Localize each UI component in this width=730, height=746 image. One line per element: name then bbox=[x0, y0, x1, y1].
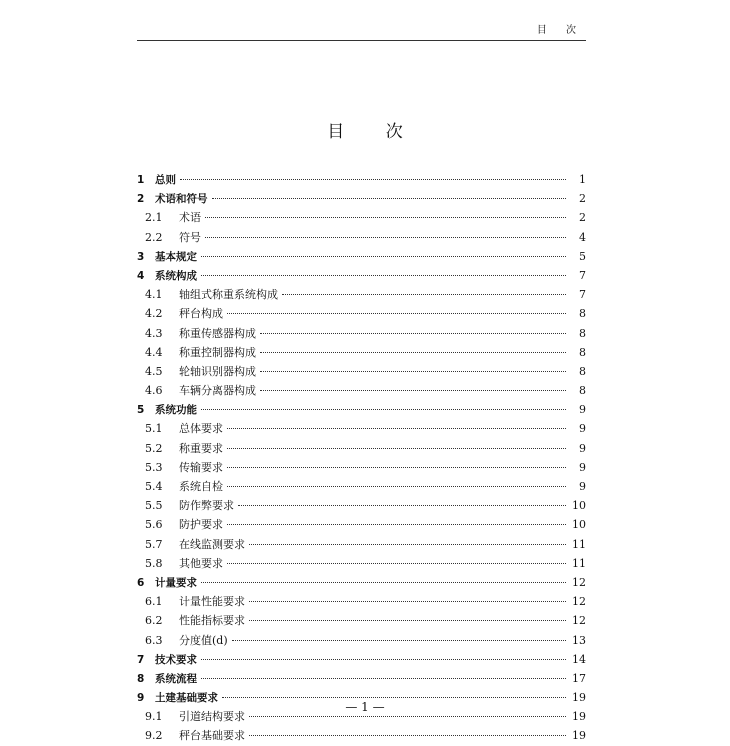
toc-entry-number: 5.1 bbox=[145, 422, 163, 436]
toc-entry-number: 9 bbox=[137, 692, 145, 705]
dot-leader bbox=[212, 198, 567, 199]
toc-entry-label: 防护要求 bbox=[179, 518, 223, 532]
toc-entry-page: 19 bbox=[572, 691, 586, 705]
toc-entry-label: 土建基础要求 bbox=[155, 692, 218, 705]
toc-entry-page: 8 bbox=[579, 345, 586, 359]
toc-entry-label: 计量性能要求 bbox=[179, 595, 245, 609]
dot-leader bbox=[227, 448, 566, 449]
dot-leader bbox=[227, 563, 566, 564]
toc-entry bbox=[137, 631, 586, 650]
toc-entry-number: 7 bbox=[137, 653, 145, 666]
toc-entry bbox=[137, 247, 586, 266]
toc-entry-page: 12 bbox=[572, 595, 586, 609]
dot-leader bbox=[205, 237, 566, 238]
toc-entry bbox=[137, 228, 586, 247]
toc-entry bbox=[137, 726, 586, 745]
toc-entry-number: 4.2 bbox=[145, 307, 163, 321]
dot-leader bbox=[260, 371, 566, 372]
toc-entry-label: 总则 bbox=[155, 174, 176, 186]
toc-entry-label: 系统功能 bbox=[155, 404, 197, 417]
dot-leader bbox=[260, 333, 566, 334]
toc-entry bbox=[137, 439, 586, 458]
toc-entry-number: 3 bbox=[137, 250, 145, 263]
toc-entry bbox=[137, 611, 586, 630]
toc-entry-page: 9 bbox=[579, 460, 586, 474]
dot-leader bbox=[227, 428, 566, 429]
toc-entry-page: 9 bbox=[579, 403, 586, 417]
toc-entry-page: 5 bbox=[579, 249, 586, 263]
toc-entry-label: 秤台构成 bbox=[179, 307, 223, 321]
dot-leader bbox=[201, 678, 566, 679]
toc-entry-number: 5.2 bbox=[145, 441, 163, 455]
toc-entry bbox=[137, 266, 586, 285]
dot-leader bbox=[249, 601, 566, 602]
toc-entry bbox=[137, 189, 586, 208]
toc-entry-number: 4.6 bbox=[145, 384, 163, 398]
toc-entry-page: 14 bbox=[572, 652, 586, 666]
toc-entry-page: 1 bbox=[579, 173, 586, 186]
toc-entry-label: 分度值(d) bbox=[179, 633, 228, 647]
toc-entry-page: 2 bbox=[579, 211, 586, 225]
toc-entry-number: 5.6 bbox=[145, 518, 163, 532]
toc-entry bbox=[137, 170, 586, 189]
dot-leader bbox=[227, 524, 566, 525]
page-number: — 1 — bbox=[345, 700, 385, 714]
dot-leader bbox=[249, 735, 566, 736]
toc-entry-page: 4 bbox=[579, 230, 586, 244]
toc-entry bbox=[137, 477, 586, 496]
dot-leader bbox=[260, 390, 566, 391]
toc-entry bbox=[137, 343, 586, 362]
toc-entry-label: 计量要求 bbox=[155, 576, 197, 589]
toc-entry-page: 12 bbox=[572, 614, 586, 628]
toc-entry-page: 7 bbox=[579, 268, 586, 282]
toc-entry bbox=[137, 669, 586, 688]
running-header-title: 目 次 bbox=[536, 25, 584, 36]
running-header bbox=[137, 18, 586, 41]
toc-entry-page: 8 bbox=[579, 364, 586, 378]
toc-entry bbox=[137, 515, 586, 534]
dot-leader bbox=[201, 256, 566, 257]
toc-entry-page: 10 bbox=[572, 499, 586, 513]
toc-entry-page: 7 bbox=[579, 288, 586, 302]
toc-entry-page: 11 bbox=[572, 556, 586, 570]
toc-entry bbox=[137, 419, 586, 438]
toc-entry bbox=[137, 304, 586, 323]
toc-entry-label: 系统流程 bbox=[155, 672, 197, 685]
toc-entry-number: 4.1 bbox=[145, 288, 163, 302]
toc-entry-label: 称重传感器构成 bbox=[179, 326, 256, 340]
toc-entry-number: 6.2 bbox=[145, 614, 163, 628]
toc-entry-number: 8 bbox=[137, 672, 145, 685]
toc-entry-number: 6 bbox=[137, 576, 145, 589]
toc-entry-page: 11 bbox=[572, 537, 586, 551]
toc-entry-page: 13 bbox=[572, 633, 586, 647]
toc-entry-number: 5.5 bbox=[145, 499, 163, 513]
toc-entry-number: 4.5 bbox=[145, 364, 163, 378]
toc-entry-number: 1 bbox=[137, 174, 145, 186]
dot-leader bbox=[227, 486, 566, 487]
toc-entry-label: 术语 bbox=[179, 211, 201, 225]
toc-entry bbox=[137, 573, 586, 592]
toc-entry-number: 9.2 bbox=[145, 729, 163, 743]
toc-entry-label: 车辆分离器构成 bbox=[179, 384, 256, 398]
toc-entry-label: 防作弊要求 bbox=[179, 499, 234, 513]
dot-leader bbox=[249, 544, 566, 545]
table-of-contents bbox=[137, 170, 586, 746]
toc-entry-label: 引道结构要求 bbox=[179, 710, 245, 724]
toc-entry bbox=[137, 554, 586, 573]
toc-entry-label: 系统自检 bbox=[179, 480, 223, 493]
page-title: 目 次 bbox=[327, 122, 421, 142]
toc-entry-number: 5.4 bbox=[145, 480, 163, 493]
dot-leader bbox=[260, 352, 566, 353]
toc-entry-page: 9 bbox=[579, 480, 586, 493]
dot-leader bbox=[227, 313, 566, 314]
toc-entry bbox=[137, 381, 586, 400]
dot-leader bbox=[249, 620, 566, 621]
toc-entry-number: 2 bbox=[137, 193, 145, 206]
dot-leader bbox=[201, 582, 566, 583]
dot-leader bbox=[249, 716, 566, 717]
toc-entry-label: 轴组式称重系统构成 bbox=[179, 288, 278, 302]
toc-entry-page: 19 bbox=[572, 729, 586, 743]
dot-leader bbox=[205, 217, 566, 218]
toc-entry bbox=[137, 592, 586, 611]
toc-entry-page: 8 bbox=[579, 326, 586, 340]
toc-entry-label: 术语和符号 bbox=[155, 193, 208, 206]
toc-entry-page: 19 bbox=[572, 710, 586, 724]
toc-entry-label: 秤台基础要求 bbox=[179, 729, 245, 743]
dot-leader bbox=[227, 467, 566, 468]
toc-entry bbox=[137, 362, 586, 381]
toc-entry-page: 8 bbox=[579, 384, 586, 398]
toc-entry-number: 4 bbox=[137, 269, 145, 282]
toc-entry-label: 性能指标要求 bbox=[179, 614, 245, 628]
toc-entry bbox=[137, 458, 586, 477]
toc-entry-page: 10 bbox=[572, 518, 586, 532]
toc-entry bbox=[137, 208, 586, 227]
toc-entry bbox=[137, 535, 586, 554]
toc-entry-label: 称重要求 bbox=[179, 441, 223, 455]
toc-entry-label: 系统构成 bbox=[155, 269, 197, 282]
toc-entry-number: 2.2 bbox=[145, 230, 163, 244]
dot-leader bbox=[180, 179, 566, 180]
dot-leader bbox=[222, 697, 566, 698]
dot-leader bbox=[282, 294, 566, 295]
toc-entry-number: 2.1 bbox=[145, 211, 163, 225]
toc-entry-label: 基本规定 bbox=[155, 250, 197, 263]
toc-entry-page: 2 bbox=[579, 192, 586, 206]
toc-entry-number: 6.1 bbox=[145, 595, 163, 609]
toc-entry-label: 其他要求 bbox=[179, 556, 223, 570]
toc-entry bbox=[137, 324, 586, 343]
toc-entry bbox=[137, 285, 586, 304]
toc-entry-page: 9 bbox=[579, 422, 586, 436]
toc-entry-number: 5.3 bbox=[145, 460, 163, 474]
toc-entry-number: 5.8 bbox=[145, 556, 163, 570]
toc-entry-label: 技术要求 bbox=[155, 653, 197, 666]
toc-entry-number: 5.7 bbox=[145, 537, 163, 551]
toc-entry-number: 6.3 bbox=[145, 633, 163, 647]
toc-entry-number: 4.4 bbox=[145, 345, 163, 359]
toc-entry bbox=[137, 400, 586, 419]
toc-entry-label: 总体要求 bbox=[179, 422, 223, 436]
toc-entry-number: 9.1 bbox=[145, 710, 163, 724]
toc-entry-label: 符号 bbox=[179, 230, 201, 244]
toc-entry bbox=[137, 496, 586, 515]
toc-entry bbox=[137, 650, 586, 669]
toc-entry-page: 17 bbox=[572, 671, 586, 685]
dot-leader bbox=[201, 659, 566, 660]
dot-leader bbox=[238, 505, 566, 506]
toc-entry-page: 9 bbox=[579, 441, 586, 455]
toc-entry-label: 称重控制器构成 bbox=[179, 345, 256, 359]
toc-entry-label: 在线监测要求 bbox=[179, 537, 245, 551]
toc-entry-page: 8 bbox=[579, 307, 586, 321]
dot-leader bbox=[201, 275, 566, 276]
toc-entry-number: 5 bbox=[137, 404, 145, 417]
dot-leader bbox=[201, 409, 566, 410]
toc-entry-page: 12 bbox=[572, 575, 586, 589]
dot-leader bbox=[232, 640, 566, 641]
toc-entry-label: 轮轴识别器构成 bbox=[179, 364, 256, 378]
toc-entry-number: 4.3 bbox=[145, 326, 163, 340]
toc-entry-label: 传输要求 bbox=[179, 460, 223, 474]
